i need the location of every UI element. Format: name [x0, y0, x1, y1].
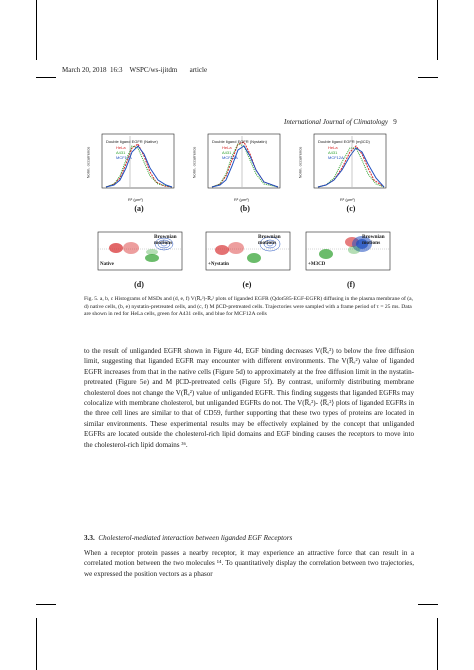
- panel-c-label: (c): [346, 204, 356, 213]
- panel-c-legend-a431: A431: [328, 150, 338, 155]
- panel-b-title: Double ligand EGFR (Nystatin): [212, 139, 267, 144]
- crop-mark-top-left-h: [36, 77, 56, 78]
- panel-e-annotation: Brownian motions: [258, 234, 281, 246]
- header-time: 16:3: [110, 66, 123, 74]
- panel-d-label: (d): [134, 280, 144, 289]
- panel-c-ylabel: Norm. occurrence: [297, 146, 303, 179]
- panel-a-ylabel: Norm. occurrence: [85, 146, 91, 179]
- crop-mark-top-left: [36, 0, 37, 60]
- panel-b-legend-a431: A431: [222, 150, 232, 155]
- running-title: International Journal of Climatology: [284, 118, 389, 126]
- panel-c-title: Double ligand EGFR (mβCD): [318, 139, 370, 144]
- panel-a-label: (a): [134, 204, 144, 213]
- panel-b-legend-mcf12a: MCF12A: [222, 155, 238, 160]
- crop-mark-bottom-left: [36, 618, 37, 670]
- header-line: [62, 66, 207, 74]
- panel-a-xlabel: R² (μm²): [128, 197, 143, 202]
- header-doc-type: article: [189, 66, 208, 74]
- section-heading: [84, 534, 292, 542]
- section-number: 3.3.: [84, 534, 95, 542]
- crop-mark-bottom-right: [437, 618, 438, 670]
- crop-mark-bottom-left-h: [36, 604, 56, 605]
- panel-a-legend-mcf12a: MCF12A: [116, 155, 132, 160]
- panel-b-xlabel: R² (μm²): [234, 197, 249, 202]
- panel-f-annotation: Brownian motions: [362, 234, 385, 246]
- running-title-line: [284, 118, 397, 126]
- panel-f-condition: +M3CD: [308, 262, 326, 267]
- header-journal-code: WSPC/ws-ijitdm: [129, 66, 178, 74]
- panel-b-legend-hela: HeLa: [222, 145, 232, 150]
- figure-caption: Fig. 5. a, b, c Histograms of MSDs and (d, e, f) V(R̅ₑ²)-R̅ₑ² plots of liganded EGFR (Qdot585-EGF-EGFR) diffusing in the plasma membrane of (a, d) native cells, (b, e) nystatin-pretreated cells, and (c, f) M βCD-pretreated cells. Trajectories were sampled with a frame period of τ = 25 ms. Data are shown in red for HeLa cells, green for A431 cells, and blue for MCF12A cells: [84, 296, 414, 318]
- panel-e-condition: +Nystatin: [208, 262, 229, 267]
- crop-mark-top-right: [437, 0, 438, 60]
- panel-a-legend: [116, 145, 132, 160]
- paragraph-2: When a receptor protein passes a nearby receptor, it may experience an attractive force that can result in a correlated motion between the two molecules ¹⁴. To quantitatively display the correlation between two trajectories, we expressed the position vectors as a phasor: [84, 549, 414, 578]
- panel-f-label: (f): [347, 280, 355, 289]
- panel-c-xlabel: R² (μm²): [340, 197, 355, 202]
- panel-a-title: Double ligand EGFR (Native): [106, 139, 158, 144]
- panel-b-ylabel: Norm. occurrence: [191, 146, 197, 179]
- panel-d-condition: Native: [100, 262, 114, 267]
- crop-mark-bottom-right-h: [418, 604, 438, 605]
- panel-d-annotation: Brownian motions: [154, 234, 177, 246]
- panel-c-legend-hela: HeLa: [328, 145, 338, 150]
- page-number: 9: [393, 118, 397, 126]
- crop-mark-top-right-h: [418, 77, 438, 78]
- panel-b-legend: [222, 145, 238, 160]
- panel-c-legend-mcf12a: MCF12A: [328, 155, 344, 160]
- panel-a-legend-hela: HeLa: [116, 145, 126, 150]
- section-title: Cholesterol-mediated interaction between liganded EGF Receptors: [98, 534, 293, 542]
- header-date: March 20, 2018: [62, 66, 107, 74]
- figure: [84, 130, 396, 290]
- panel-e-label: (e): [242, 280, 252, 289]
- panel-a-legend-a431: A431: [116, 150, 126, 155]
- panel-b-label: (b): [240, 204, 250, 213]
- paragraph-1: to the result of unliganded EGFR shown in Figure 4d, EGF binding decreases V(R̅ₑ²) to below the free diffusion limit, suggesting that liganded EGFR may encounter with different environments. The V(R̅ₑ²) value of liganded EGFR increases from that in the native cells (Figure 5d) to approximately at the free diffusion limit in the nystatin-pretreated (Figure 5e) and M βCD-pretreated cells (Figure 5f). By contrast, uniformly distributing membrane cholesterol does not change the V(R̅ₑ²) value of unliganded EGFR. This finding suggests that liganded EGFRs may colocalize with membrane cholesterol, but unliganded EGFRs do not. The V(R̅ₑ²)- ⟨R̅ₑ²⟩ plots of liganded EGFRs in the three cell lines are similar to that of CD59, further supporting that these two types of proteins are located in similar environments. These experimental results may be effectively explained by the concept that unliganded EGFRs are located outside the cholesterol-rich lipid domains and EGF binding causes the receptors to move into the cholesterol-rich lipid domains ³⁶.: [84, 347, 414, 449]
- panel-c-legend: [328, 145, 344, 160]
